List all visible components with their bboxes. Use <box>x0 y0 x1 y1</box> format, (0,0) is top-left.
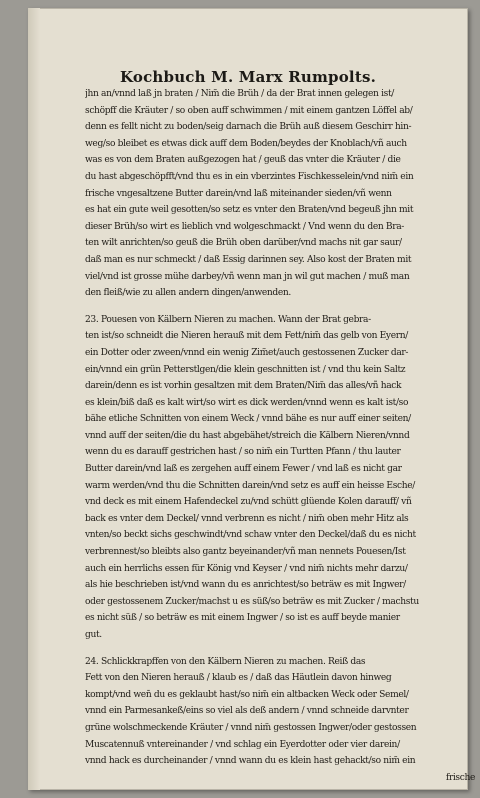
text-line: dieser Brüh/so wirt es lieblich vnd wolgeschmackt / Vnd wenn du den Bra- <box>85 221 405 232</box>
text-line: es hat ein gute weil gesotten/so setz es vnter den Braten/vnd begeuß jhn mit <box>85 205 414 216</box>
page-gutter <box>28 8 40 790</box>
paragraph-23-pouesen <box>85 312 475 644</box>
text-line: ein Dotter oder zween/vnnd ein wenig Zim̃et/auch gestossenen Zucker dar- <box>85 347 409 358</box>
text-line: daß man es nur schmeckt / daß Essig darinnen sey. Also kost der Braten mit <box>85 254 412 265</box>
text-line: frische vngesaltzene Butter darein/vnd laß miteinander sieden/vñ wenn <box>85 188 392 199</box>
text-line: ten ist/so schneidt die Nieren herauß mit dem Fett/nim̃ das gelb von Eyern/ <box>85 331 408 342</box>
text-line: vnnd ein Parmesankeß/eins so viel als deß andern / vnnd schneide darvnter <box>85 706 409 717</box>
text-line: warm werden/vnd thu die Schnitten darein/vnd setz es auff ein heisse Esche/ <box>85 480 416 491</box>
text-line: Fett von den Nieren herauß / klaub es / daß das Häutlein davon hinweg <box>85 673 392 684</box>
book-page <box>28 8 475 790</box>
text-line: Muscatennuß vntereinander / vnd schlag ein Eyerdotter oder vier darein/ <box>85 739 400 750</box>
paragraph-roast-sauce <box>85 86 475 302</box>
text-line: verbrennest/so bleibts also gantz beyeinander/vñ man nennets Pouesen/Ist <box>85 547 406 558</box>
text-line: es klein/biß daß es kalt wirt/so wirt es dick werden/vnnd wenn es kalt ist/so <box>85 397 409 408</box>
text-line: als hie beschrieben ist/vnd wann du es anrichtest/so beträw es mit Ingwer/ <box>85 580 406 591</box>
text-line: schöpff die Kräuter / so oben auff schwimmen / mit einem gantzen Löffel ab/ <box>85 105 413 116</box>
text-line: kompt/vnd wen̄ du es geklaubt hast/so nim̃ ein altbacken Weck oder Semel/ <box>85 689 409 700</box>
text-line: weg/so bleibet es etwas dick auff dem Boden/beydes der Knoblach/vñ auch <box>85 138 407 149</box>
paragraph-24-schlickkrapffen <box>85 654 475 787</box>
text-line: vnd deck es mit einem Hafendeckel zu/vnd schütt glüende Kolen darauff/ vñ <box>85 497 412 508</box>
text-line: grüne wolschmeckende Kräuter / vnnd nim̃ gestossen Ingwer/oder gestossen <box>85 722 417 733</box>
text-line: vnten/so beckt sichs geschwindt/vnd schaw vnter den Deckel/daß du es nicht <box>85 530 416 541</box>
text-line: 23. Pouesen von Kälbern Nieren zu machen. Wann der Brat gebra- <box>85 314 371 325</box>
text-line: den fleiß/wie zu allen andern dingen/anwenden. <box>85 288 291 299</box>
text-line: denn es fellt nicht zu boden/seig darnach die Brüh auß diesem Geschirr hin- <box>85 122 412 133</box>
text-line: gut. <box>85 630 102 640</box>
text-line: bähe etliche Schnitten von einem Weck / vnnd bähe es nur auff einer seiten/ <box>85 414 411 425</box>
text-line: ein/vnnd ein grün Petterstlgen/die klein geschnitten ist / vnd thu kein Saltz <box>85 364 406 375</box>
text-line: darein/denn es ist vorhin gesaltzen mit dem Braten/Nim̃ das alles/vñ hack <box>85 381 402 392</box>
text-line: back es vnter dem Deckel/ vnnd verbrenn es nicht / nim̃ oben mehr Hitz als <box>85 513 409 524</box>
text-line: jhn an/vnnd laß jn braten / Nim̃ die Brüh / da der Brat innen gelegen ist/ <box>85 89 394 99</box>
text-line: es nicht süß / so beträw es mit einem Ingwer / so ist es auff beyde manier <box>85 613 400 624</box>
page-body <box>85 86 475 786</box>
text-line: viel/vnd ist grosse mühe darbey/vñ wenn man jn wil gut machen / muß man <box>85 271 410 282</box>
text-line: du hast abgeschöpfft/vnd thu es in ein vberzintes Fischkesselein/vnd nim̃ ein <box>85 171 414 182</box>
text-line: vnnd auff der seiten/die du hast abgebähet/streich die Kälbern Nieren/vnnd <box>85 430 410 441</box>
running-header: Kochbuch M. Marx Rumpolts. <box>119 68 377 86</box>
text-line: auch ein herrlichs essen für König vnd Keyser / vnd nim̃ nichts mehr darzu/ <box>85 563 408 574</box>
text-line: vnnd hack es durcheinander / vnnd wann du es klein hast gehackt/so nim̃ ein <box>85 756 416 767</box>
text-line: 24. Schlickkrapffen von den Kälbern Nieren zu machen. Reiß das <box>85 656 366 667</box>
text-line: was es von dem Braten außgezogen hat / geuß das vnter die Kräuter / die <box>85 155 401 166</box>
text-line: ten wilt anrichten/so geuß die Brüh oben darüber/vnd machs nit gar saur/ <box>85 238 402 249</box>
text-line: oder gestossenem Zucker/machst u es süß/so beträw es mit Zucker / machstu <box>85 596 419 607</box>
text-line: Butter darein/vnd laß es zergehen auff einem Fewer / vnd laß es nicht gar <box>85 464 402 475</box>
text-line: wenn du es darauff gestrichen hast / so nim̃ ein Turtten Pfann / thu lauter <box>85 447 401 458</box>
text-line: frische <box>445 772 475 783</box>
